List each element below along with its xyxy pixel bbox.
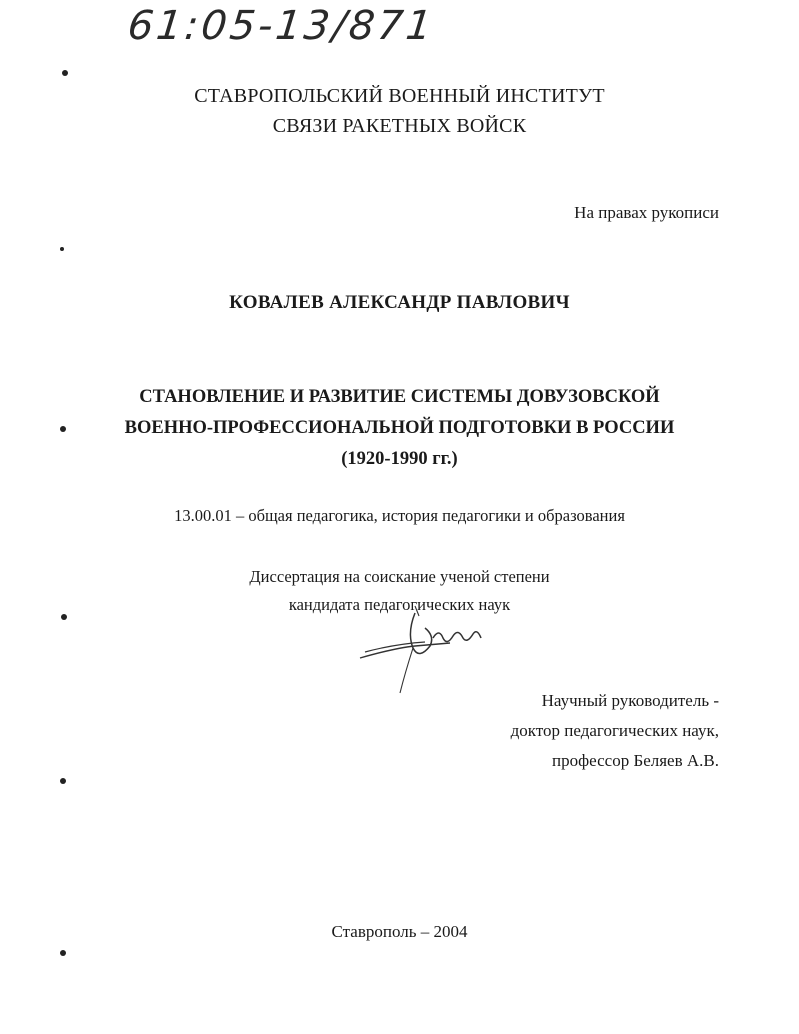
margin-dot bbox=[60, 950, 66, 956]
margin-dot bbox=[60, 247, 64, 251]
institution-line-1: СТАВРОПОЛЬСКИЙ ВОЕННЫЙ ИНСТИТУТ bbox=[194, 85, 605, 107]
title-line-1: СТАНОВЛЕНИЕ И РАЗВИТИЕ СИСТЕМЫ ДОВУЗОВСКОЙ bbox=[139, 387, 660, 407]
title-line-3: (1920-1990 гг.) bbox=[341, 449, 458, 469]
margin-dot bbox=[62, 70, 68, 76]
title-line-2: ВОЕННО-ПРОФЕССИОНАЛЬНОЙ ПОДГОТОВКИ В РОССИИ bbox=[124, 418, 675, 438]
dissertation-title bbox=[0, 382, 799, 475]
author-name: КОВАЛЕВ АЛЕКСАНДР ПАВЛОВИЧ bbox=[229, 292, 570, 313]
supervisor-block bbox=[511, 686, 719, 776]
supervisor-line-2: доктор педагогических наук, bbox=[510, 721, 719, 740]
degree-line-2: кандидата педагогических наук bbox=[288, 595, 511, 614]
specialty-code: 13.00.01 – общая педагогика, история педагогики и образования bbox=[174, 506, 625, 525]
degree-line-1: Диссертация на соискание ученой степени bbox=[249, 567, 550, 586]
supervisor-line-3: профессор Беляев А.В. bbox=[552, 751, 719, 770]
margin-dot bbox=[60, 778, 66, 784]
supervisor-line-1: Научный руководитель - bbox=[541, 691, 719, 710]
signature-image bbox=[355, 588, 505, 698]
institution-line-2: СВЯЗИ РАКЕТНЫХ ВОЙСК bbox=[272, 115, 527, 137]
city-year: Ставрополь – 2004 bbox=[331, 922, 468, 941]
archive-stamp-handwritten: 61:05-13/871 bbox=[125, 3, 437, 49]
rights-note: На правах рукописи bbox=[574, 203, 719, 222]
